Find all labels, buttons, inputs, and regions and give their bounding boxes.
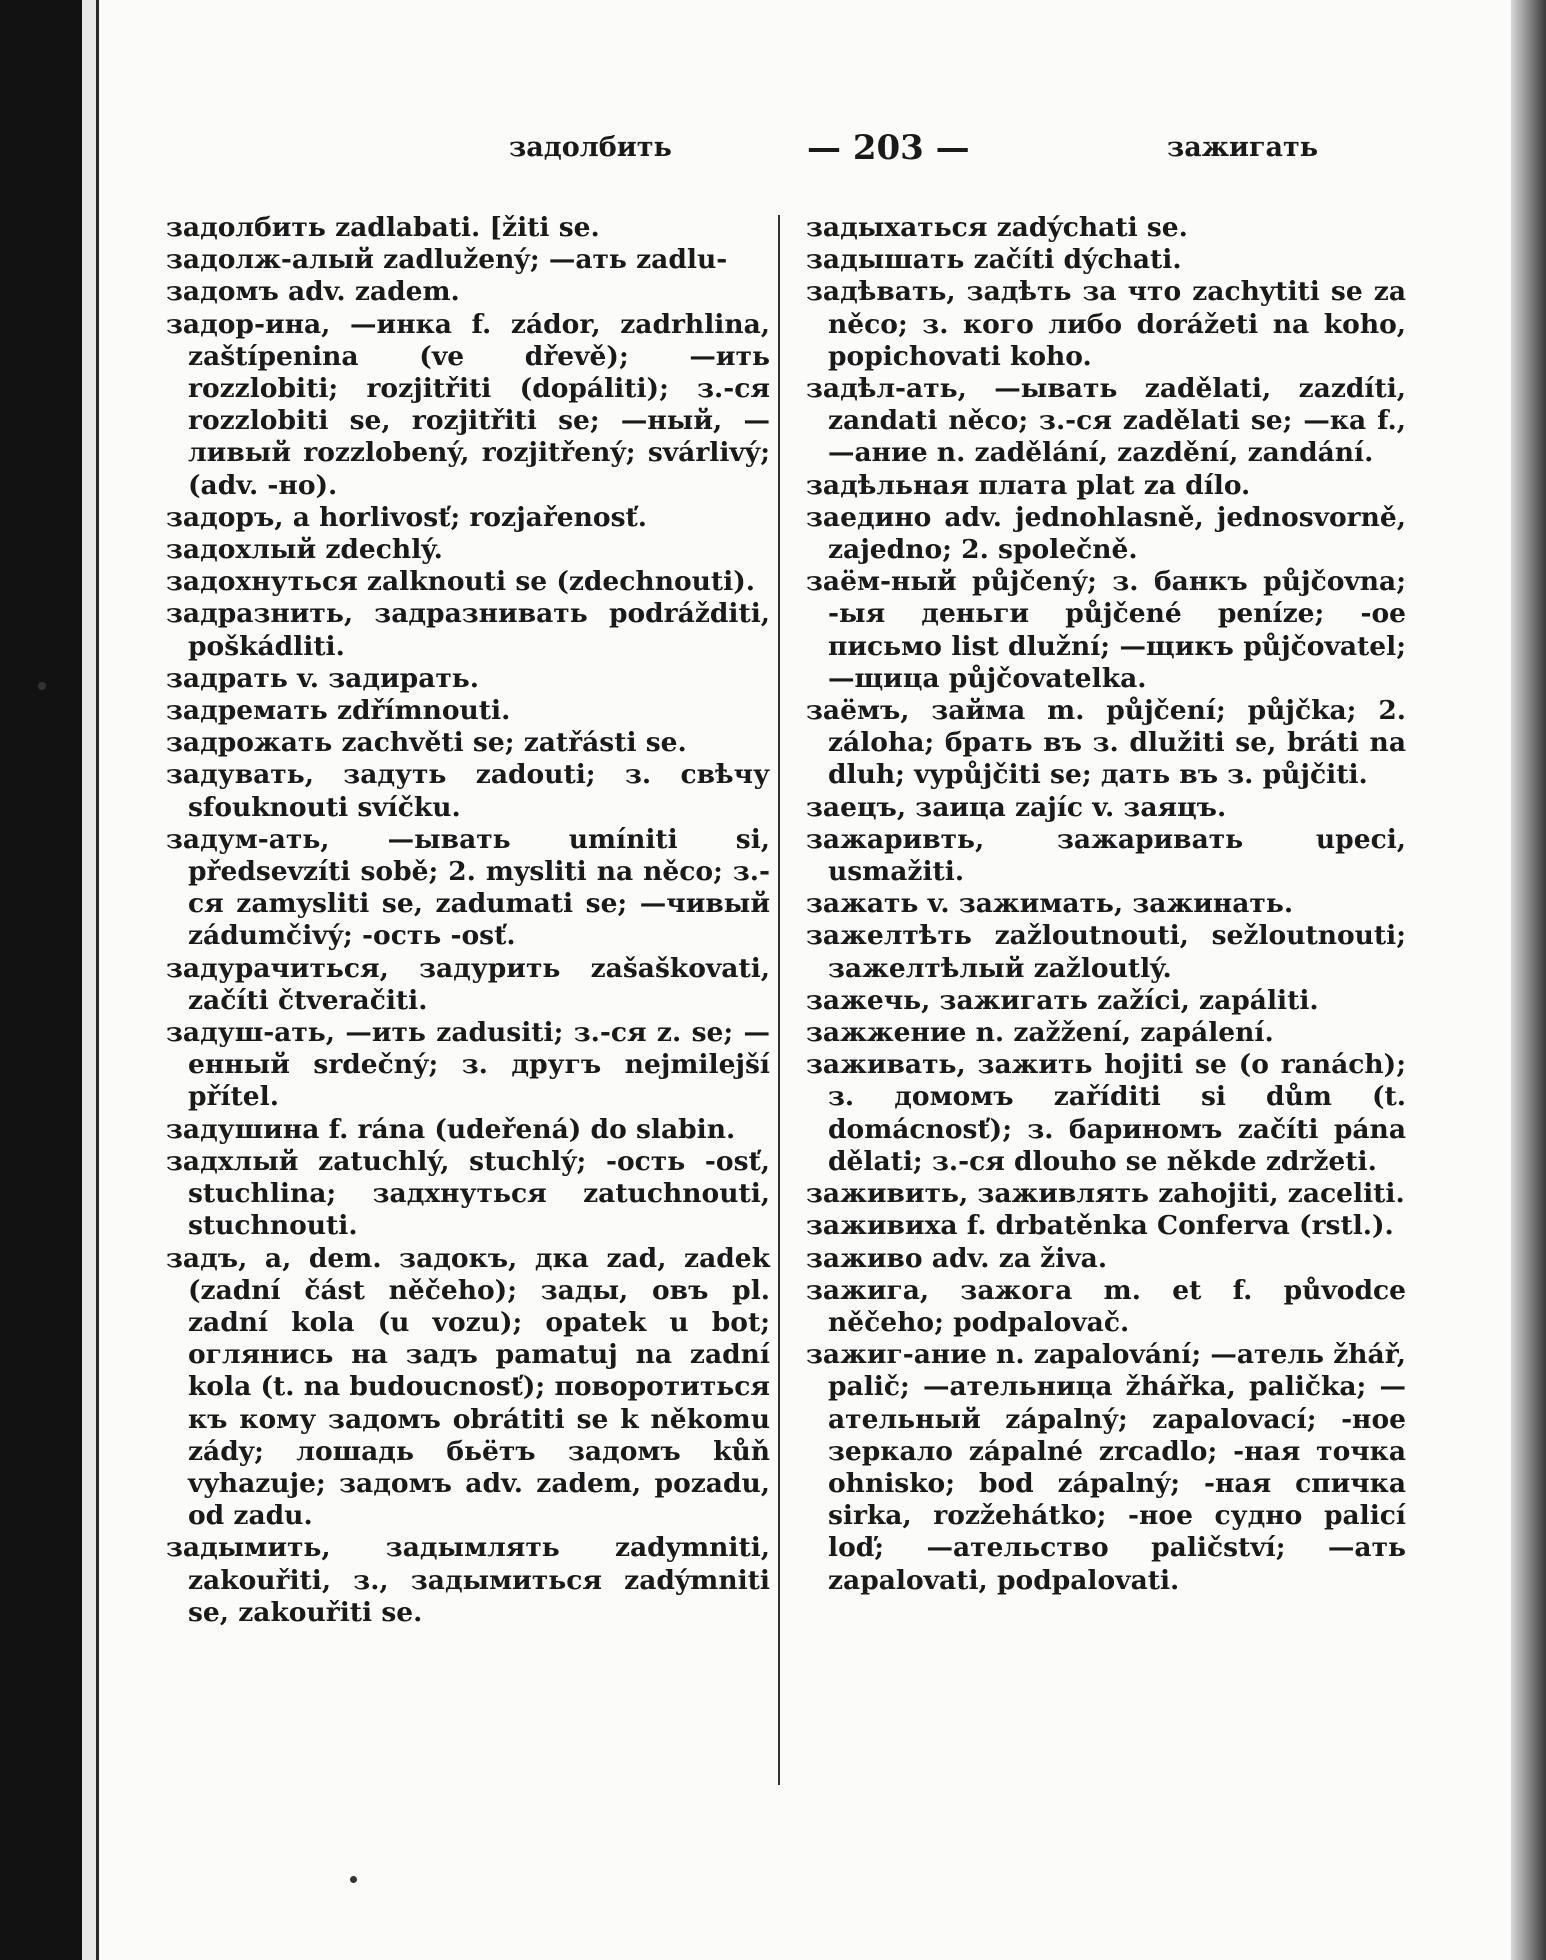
dictionary-entry: зажжение n. zažžení, zapálení. xyxy=(806,1017,1274,1049)
dictionary-entry: задѣвать, задѣть за что zachytiti se za něco; з. кого либо dorážeti na koho, popichovati koho. xyxy=(806,276,1406,372)
dictionary-entry: задомъ adv. zadem. xyxy=(166,276,460,308)
dictionary-entry: задышать začíti dýchati. xyxy=(806,244,1182,276)
page-gutter xyxy=(82,0,96,1960)
right-column xyxy=(806,212,1406,1597)
dictionary-entry: задъ, а, dem. задокъ, дка zad, zadek (zadní část něčeho); зады, овъ pl. zadní kola (u vozu); opatek u bot; оглянись на задъ pamatuj na zadní kola (t. na budoucnosť); поворотиться къ кому задомъ obrátiti se k někomu zády; лошадь бьётъ задомъ kůň vyhazuje; задомъ adv. zadem, pozadu, od zadu. xyxy=(166,1242,771,1532)
dictionary-entry: задолбить zadlabati. [žiti se. xyxy=(166,212,600,243)
dictionary-entry: задор-ина, —инка f. zádor, zadrhlina, zaštípenina (ve dřevě); —ить rozzlobiti; rozjitřiti (dopáliti); з.-ся rozzlobiti se, rozjitřiti se; —ный, —ливый rozzlobený, rozjitřený; svárlivý; (adv. -но). xyxy=(166,308,770,501)
dictionary-entry: задрать v. задирать. xyxy=(166,662,479,694)
dictionary-entry: задхлый zatuchlý, stuchlý; -ость -osť, stuchlina; задхнуться zatuchnouti, stuchnouti. xyxy=(166,1145,770,1242)
dictionary-entry: заецъ, заица zajíc v. заяцъ. xyxy=(806,791,1227,823)
dictionary-entry: заживиха f. drbatěnka Conferva (rstl.). xyxy=(806,1210,1394,1242)
dictionary-entry: задушина f. rána (udeřená) do slabin. xyxy=(166,1113,736,1145)
dictionary-entry: задразнить, задразнивать podrážditi, poškádliti. xyxy=(166,598,770,662)
dictionary-entry: зажиг-ание n. zapalování; —атель žhář, palič; —ательница žhářka, palička; —ательный zápalný; zapalovací; -ное зеркало zápalné zrcadlo; -ная точка ohnisko; bod zápalný; -ная спичка sirka, rozžehátko; -ное судно palicí loď; —ательство paličství; —ать zapalovati, podpalovati. xyxy=(806,1339,1406,1596)
dictionary-entry: зажать v. зажимать, зажинать. xyxy=(806,888,1294,920)
dictionary-entry: задѣльная плата plat za dílo. xyxy=(806,469,1251,501)
dictionary-entry: задолж-алый zadlužený; —ать zadlu- xyxy=(166,244,728,276)
dictionary-entry: заёмъ, займа m. půjčení; půjčka; 2. záloha; брать въ з. dlužiti se, bráti na dluh; vypůjčiti se; дать въ з. půjčiti. xyxy=(806,695,1406,791)
dictionary-entry: заём-ный půjčený; з. банкъ půjčovna; -ыя деньги půjčené peníze; -ое письмо list dlužní; —щикъ půjčovatel; —щица půjčovatelka. xyxy=(806,566,1406,694)
book-binding-edge xyxy=(0,0,82,1960)
dictionary-entry: заедино adv. jednohlasně, jednosvorně, zajedno; 2. společně. xyxy=(806,501,1406,566)
dictionary-entry: зажечь, зажигать zažíci, zapáliti. xyxy=(806,984,1319,1016)
dictionary-entry: заживо adv. za živa. xyxy=(806,1242,1108,1274)
speck-mark xyxy=(38,682,46,690)
header-left-guideword: задолбить xyxy=(509,132,672,163)
dictionary-entry: задум-ать, —ывать umíniti si, předsevzíti sobě; 2. mysliti na něco; з.-ся zamysliti se, zadumati se; —чивый zádumčivý; -ость -osť. xyxy=(166,823,770,952)
dictionary-entry: задремать zdřímnouti. xyxy=(166,695,511,727)
dictionary-entry: задыхаться zadýchati se. xyxy=(806,212,1188,243)
header-right-guideword: зажигать xyxy=(1167,132,1319,163)
left-column xyxy=(166,212,770,1629)
dictionary-entry: задоръ, а horlivosť; rozjařenosť. xyxy=(166,501,647,533)
dictionary-entry: заживать, зажить hojiti se (o ranách); з. домомъ zaříditi si dům (t. domácnosť); з. бариномъ začíti pána dělati; з.-ся dlouho se někde zdržeti. xyxy=(806,1049,1406,1177)
dictionary-entry: зажаривть, зажаривать upeci, usmažiti. xyxy=(806,823,1406,888)
dictionary-entry: зажига, зажога m. et f. původce něčeho; podpalovač. xyxy=(806,1274,1406,1338)
running-header xyxy=(99,128,1511,172)
right-page-shadow xyxy=(1511,0,1546,1960)
dictionary-entry: заживить, заживлять zahojiti, zaceliti. xyxy=(806,1178,1405,1210)
dictionary-entry: зажелтѣть zažloutnouti, sežloutnouti; зажелтѣлый zažloutlý. xyxy=(806,920,1406,984)
dictionary-entry: задохлый zdechlý. xyxy=(166,534,443,566)
dictionary-entry: задуш-ать, —ить zadusiti; з.-ся z. se; —енный srdečný; з. другъ nejmilejší přítel. xyxy=(166,1017,770,1113)
dictionary-entry: задрожать zachvěti se; zatřásti se. xyxy=(166,727,687,759)
page-number: — 203 — xyxy=(807,128,970,168)
speck-mark xyxy=(350,1876,357,1883)
dictionary-entry: задохнуться zalknouti se (zdechnouti). xyxy=(166,566,755,598)
dictionary-entry: задымить, задымлять zadymniti, zakouřiti, з., задымиться zadýmniti se, zakouřiti se. xyxy=(166,1532,770,1628)
dictionary-entry: задурачиться, задурить zašaškovati, začíti čtveračiti. xyxy=(166,952,770,1016)
dictionary-entry: задувать, задуть zadouti; з. свѣчу sfouknouti svíčku. xyxy=(166,759,770,823)
dictionary-entry: задѣл-ать, —ывать zadělati, zazdíti, zandati něco; з.-ся zadělati se; —ка f., —ание n. zadělání, zazdění, zandání. xyxy=(806,373,1406,469)
column-divider xyxy=(778,215,780,1785)
